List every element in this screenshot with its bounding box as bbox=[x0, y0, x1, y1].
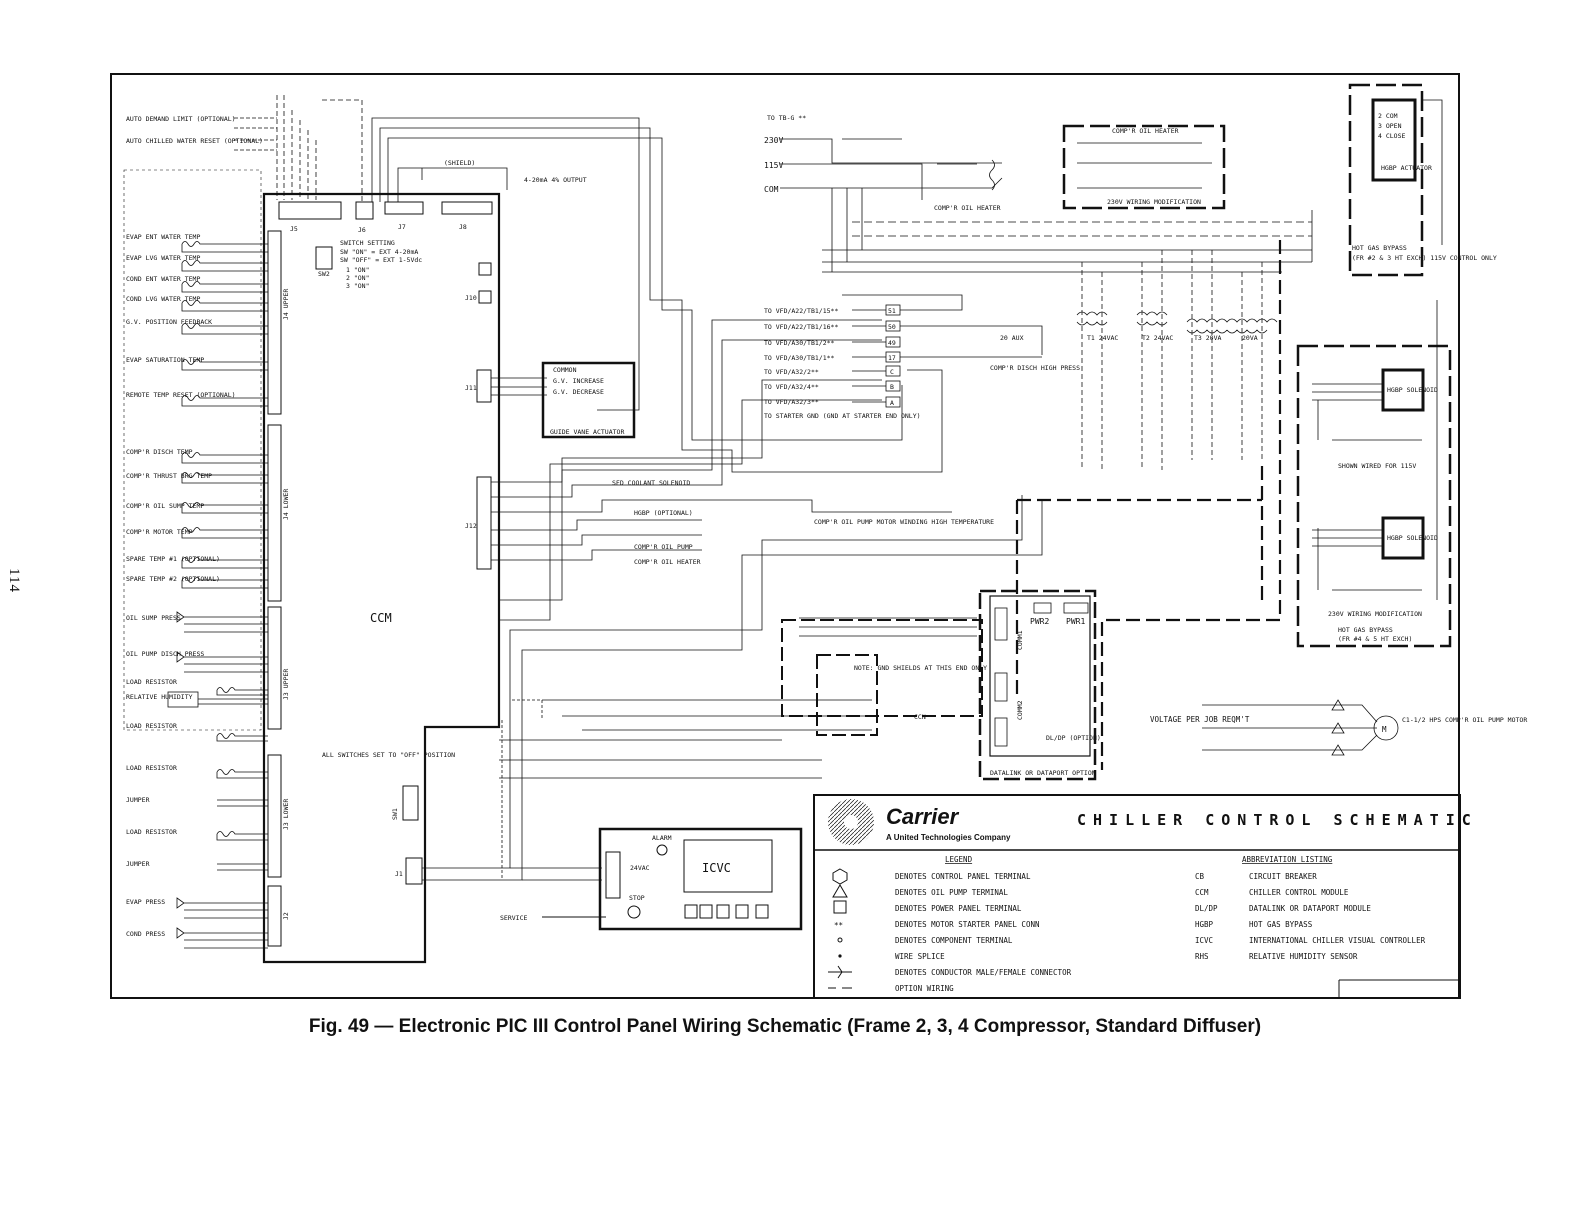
j12-label: J12 bbox=[465, 522, 477, 530]
svg-text:50: 50 bbox=[888, 323, 896, 331]
svg-text:COMP'R OIL PUMP: COMP'R OIL PUMP bbox=[634, 543, 693, 551]
j4-lower-label: J4 LOWER bbox=[282, 488, 290, 520]
svg-text:COM: COM bbox=[764, 185, 779, 194]
svg-text:SW "ON" = EXT 4-20mA: SW "ON" = EXT 4-20mA bbox=[340, 248, 419, 256]
svg-text:TO VFD/A32/2**: TO VFD/A32/2** bbox=[764, 368, 819, 376]
svg-text:20 AUX: 20 AUX bbox=[1000, 334, 1024, 342]
svg-text:DENOTES OIL PUMP TERMINAL: DENOTES OIL PUMP TERMINAL bbox=[895, 888, 1008, 897]
svg-text:115V: 115V bbox=[764, 161, 784, 170]
svg-text:OIL SUMP PRESS: OIL SUMP PRESS bbox=[126, 614, 181, 622]
j3-upper-connector bbox=[268, 607, 281, 729]
double-star-icon: ** bbox=[834, 921, 844, 930]
j2-label: J2 bbox=[282, 912, 290, 920]
svg-text:REMOTE TEMP RESET (OPTIONAL): REMOTE TEMP RESET (OPTIONAL) bbox=[126, 391, 236, 399]
j1-connector bbox=[406, 858, 422, 884]
sw2-label: SW2 bbox=[318, 270, 330, 278]
svg-text:DENOTES CONTROL PANEL TERMINAL: DENOTES CONTROL PANEL TERMINAL bbox=[895, 872, 1031, 881]
svg-text:HGBP (OPTIONAL): HGBP (OPTIONAL) bbox=[634, 509, 693, 517]
sw2-switch bbox=[316, 247, 332, 269]
j5-connector bbox=[279, 202, 341, 219]
svg-text:COMP'R DISCH TEMP: COMP'R DISCH TEMP bbox=[126, 448, 193, 456]
svg-text:(FR #4 & 5 HT EXCH): (FR #4 & 5 HT EXCH) bbox=[1338, 635, 1413, 643]
svg-text:SERVICE: SERVICE bbox=[500, 914, 528, 922]
svg-text:COMM1: COMM1 bbox=[1016, 630, 1024, 650]
switch-setting-label: SWITCH SETTING bbox=[340, 239, 395, 247]
svg-text:C: C bbox=[890, 368, 894, 376]
j4-lower-connector bbox=[268, 425, 281, 601]
square-icon bbox=[834, 901, 846, 913]
small-circle-icon bbox=[838, 938, 842, 942]
svg-text:HOT GAS BYPASS: HOT GAS BYPASS bbox=[1249, 920, 1313, 929]
svg-text:M: M bbox=[1382, 725, 1387, 734]
svg-text:HGBP SOLENOID: HGBP SOLENOID bbox=[1387, 534, 1438, 542]
svg-text:3 "ON": 3 "ON" bbox=[346, 282, 370, 290]
wiring-schematic bbox=[112, 75, 1528, 997]
svg-text:230V WIRING MODIFICATION: 230V WIRING MODIFICATION bbox=[1107, 198, 1201, 206]
icvc-panel bbox=[542, 829, 801, 929]
svg-text:CB: CB bbox=[1195, 872, 1205, 881]
svg-text:OIL PUMP DISCH PRESS: OIL PUMP DISCH PRESS bbox=[126, 650, 205, 658]
svg-text:SW "OFF" = EXT 1-5Vdc: SW "OFF" = EXT 1-5Vdc bbox=[340, 256, 423, 264]
svg-text:COMP'R OIL PUMP MOTOR WINDING: COMP'R OIL PUMP MOTOR WINDING HIGH TEMPERATURE bbox=[814, 518, 995, 526]
svg-text:1 "ON": 1 "ON" bbox=[346, 266, 370, 274]
svg-text:DL/DP (OPTION): DL/DP (OPTION) bbox=[1046, 734, 1101, 742]
svg-text:(FR #2 & 3 HT EXCH) 115V CONTR: (FR #2 & 3 HT EXCH) 115V CONTROL ONLY bbox=[1352, 254, 1497, 262]
svg-text:24VAC: 24VAC bbox=[630, 864, 650, 872]
svg-text:STOP: STOP bbox=[629, 894, 645, 902]
connector-icon bbox=[828, 966, 852, 978]
svg-text:230V: 230V bbox=[764, 136, 784, 145]
svg-text:2 "ON": 2 "ON" bbox=[346, 274, 370, 282]
dot-icon bbox=[838, 954, 841, 957]
svg-text:COND ENT WATER TEMP: COND ENT WATER TEMP bbox=[126, 275, 201, 283]
datalink-title: DATALINK OR DATAPORT OPTION bbox=[990, 769, 1096, 777]
svg-text:B: B bbox=[890, 383, 894, 391]
j6-label: J6 bbox=[358, 226, 366, 234]
svg-text:20VA: 20VA bbox=[1242, 334, 1258, 342]
output-label: 4-20mA 4% OUTPUT bbox=[524, 176, 587, 184]
svg-text:COMM2: COMM2 bbox=[1016, 700, 1024, 720]
j2-connector bbox=[268, 886, 281, 946]
svg-text:INTERNATIONAL CHILLER VISUAL C: INTERNATIONAL CHILLER VISUAL CONTROLLER bbox=[1249, 936, 1426, 945]
svg-text:4 CLOSE: 4 CLOSE bbox=[1378, 132, 1406, 140]
svg-text:RHS: RHS bbox=[1195, 952, 1209, 961]
svg-text:ALARM: ALARM bbox=[652, 834, 672, 842]
j4-upper-label: J4 UPPER bbox=[282, 288, 290, 320]
svg-text:SPARE TEMP #1 (OPTIONAL): SPARE TEMP #1 (OPTIONAL) bbox=[126, 555, 220, 563]
svg-text:TO VFD/A30/TB1/1**: TO VFD/A30/TB1/1** bbox=[764, 354, 835, 362]
svg-text:DATALINK OR DATAPORT MODULE: DATALINK OR DATAPORT MODULE bbox=[1249, 904, 1371, 913]
svg-text:SHOWN WIRED FOR 115V: SHOWN WIRED FOR 115V bbox=[1338, 462, 1417, 470]
svg-text:EVAP PRESS: EVAP PRESS bbox=[126, 898, 166, 906]
svg-text:C1-1/2 HPS COMP'R OIL PUMP MOT: C1-1/2 HPS COMP'R OIL PUMP MOTOR bbox=[1402, 716, 1528, 724]
svg-text:VOLTAGE PER JOB REQM'T: VOLTAGE PER JOB REQM'T bbox=[1150, 715, 1250, 724]
legend-heading: LEGEND bbox=[945, 855, 973, 864]
svg-text:CHILLER CONTROL MODULE: CHILLER CONTROL MODULE bbox=[1249, 888, 1349, 897]
svg-text:TO TB-G **: TO TB-G ** bbox=[767, 114, 807, 122]
j11-label: J11 bbox=[465, 384, 477, 392]
power-section bbox=[780, 85, 1450, 779]
svg-text:DENOTES MOTOR STARTER PANEL CO: DENOTES MOTOR STARTER PANEL CONN bbox=[895, 920, 1040, 929]
j12-connector bbox=[477, 477, 491, 569]
svg-text:COMP'R THRUST BRG TEMP: COMP'R THRUST BRG TEMP bbox=[126, 472, 213, 480]
sw1-label: SW1 bbox=[391, 808, 399, 820]
input-label-chw-reset: AUTO CHILLED WATER RESET (OPTIONAL) bbox=[126, 137, 263, 145]
svg-text:17: 17 bbox=[888, 354, 896, 362]
svg-text:RELATIVE HUMIDITY SENSOR: RELATIVE HUMIDITY SENSOR bbox=[1249, 952, 1358, 961]
carrier-subtitle: A United Technologies Company bbox=[886, 833, 1011, 842]
svg-text:HGBP SOLENOID: HGBP SOLENOID bbox=[1387, 386, 1438, 394]
icvc-label: ICVC bbox=[702, 861, 731, 875]
svg-text:51: 51 bbox=[888, 307, 896, 315]
svg-text:G.V. POSITION FEEDBACK: G.V. POSITION FEEDBACK bbox=[126, 318, 213, 326]
legend bbox=[828, 855, 1072, 993]
svg-text:HGBP: HGBP bbox=[1195, 920, 1214, 929]
svg-text:TO VFD/A32/3**: TO VFD/A32/3** bbox=[764, 398, 819, 406]
svg-text:OPTION WIRING: OPTION WIRING bbox=[895, 984, 954, 993]
j4-upper-connector bbox=[268, 231, 281, 414]
hexagon-icon bbox=[833, 869, 847, 884]
svg-text:T2 24VAC: T2 24VAC bbox=[1142, 334, 1174, 342]
dip-note: ALL SWITCHES SET TO "OFF" POSITION bbox=[322, 751, 456, 759]
svg-text:LOAD RESISTOR: LOAD RESISTOR bbox=[126, 828, 177, 836]
j8-label: J8 bbox=[459, 223, 467, 231]
svg-text:COMP'R DISCH HIGH PRESS: COMP'R DISCH HIGH PRESS bbox=[990, 364, 1081, 372]
svg-text:COMP'R OIL SUMP TEMP: COMP'R OIL SUMP TEMP bbox=[126, 502, 205, 510]
j3-lower-connector bbox=[268, 755, 281, 877]
abbreviation-listing bbox=[1195, 855, 1426, 961]
input-label-demand-limit: AUTO DEMAND LIMIT (OPTIONAL) bbox=[126, 115, 236, 123]
svg-text:LOAD RESISTOR: LOAD RESISTOR bbox=[126, 764, 177, 772]
svg-text:G.V. INCREASE: G.V. INCREASE bbox=[553, 377, 604, 385]
svg-text:EVAP LVG WATER TEMP: EVAP LVG WATER TEMP bbox=[126, 254, 201, 262]
svg-text:HOT GAS BYPASS: HOT GAS BYPASS bbox=[1352, 244, 1407, 252]
svg-text:2 COM: 2 COM bbox=[1378, 112, 1398, 120]
j11-connector bbox=[477, 370, 491, 402]
svg-text:ICVC: ICVC bbox=[1195, 936, 1214, 945]
ccm-label: CCM bbox=[370, 611, 392, 625]
schematic-title: CHILLER CONTROL SCHEMATIC bbox=[1077, 811, 1478, 829]
page-number: 114 bbox=[6, 568, 22, 593]
main-wires bbox=[372, 118, 1042, 880]
guide-vane-box bbox=[543, 363, 634, 437]
svg-text:PWR2: PWR2 bbox=[1030, 617, 1050, 626]
svg-text:TO VFD/A32/4**: TO VFD/A32/4** bbox=[764, 383, 819, 391]
oil-pump-motor bbox=[1202, 700, 1398, 755]
svg-text:TO STARTER GND (GND AT STARTER: TO STARTER GND (GND AT STARTER END ONLY) bbox=[764, 412, 921, 420]
svg-text:G.V. DECREASE: G.V. DECREASE bbox=[553, 388, 604, 396]
svg-text:COND LVG WATER TEMP: COND LVG WATER TEMP bbox=[126, 295, 201, 303]
j1-label: J1 bbox=[395, 870, 403, 878]
ccm-board bbox=[264, 194, 499, 962]
abbr-heading: ABBREVIATION LISTING bbox=[1242, 855, 1333, 864]
svg-text:RELATIVE HUMIDITY: RELATIVE HUMIDITY bbox=[126, 693, 193, 701]
svg-text:DL/DP: DL/DP bbox=[1195, 904, 1218, 913]
svg-text:NOTE: GND SHIELDS AT THIS END: NOTE: GND SHIELDS AT THIS END ONLY bbox=[854, 664, 988, 672]
svg-text:3 OPEN: 3 OPEN bbox=[1378, 122, 1402, 130]
schematic-frame bbox=[110, 73, 1528, 999]
heater-label: COMP'R OIL HEATER bbox=[934, 204, 1001, 212]
svg-text:CCM: CCM bbox=[1195, 888, 1209, 897]
svg-text:LOAD RESISTOR: LOAD RESISTOR bbox=[126, 722, 177, 730]
svg-text:EVAP ENT WATER TEMP: EVAP ENT WATER TEMP bbox=[126, 233, 201, 241]
svg-text:LOAD RESISTOR: LOAD RESISTOR bbox=[126, 678, 177, 686]
svg-text:TO VFD/A30/TB1/2**: TO VFD/A30/TB1/2** bbox=[764, 339, 835, 347]
svg-text:EVAP SATURATION TEMP: EVAP SATURATION TEMP bbox=[126, 356, 205, 364]
guide-vane-title: GUIDE VANE ACTUATOR bbox=[550, 428, 625, 436]
svg-text:DENOTES COMPONENT TERMINAL: DENOTES COMPONENT TERMINAL bbox=[895, 936, 1013, 945]
figure-caption: Fig. 49 — Electronic PIC III Control Panel Wiring Schematic (Frame 2, 3, 4 Compressor, Standard Diffuser) bbox=[308, 1016, 1262, 1037]
svg-text:COMP'R OIL HEATER: COMP'R OIL HEATER bbox=[634, 558, 701, 566]
wiring-mod-230-box bbox=[1064, 126, 1224, 208]
j7-label: J7 bbox=[398, 223, 406, 231]
left-input-wiring bbox=[124, 95, 362, 948]
svg-text:WIRE SPLICE: WIRE SPLICE bbox=[895, 952, 945, 961]
svg-text:(SHIELD): (SHIELD) bbox=[444, 159, 476, 167]
svg-text:SFD COOLANT SOLENOID: SFD COOLANT SOLENOID bbox=[612, 479, 691, 487]
svg-text:TO VFD/A22/TB1/15**: TO VFD/A22/TB1/15** bbox=[764, 307, 839, 315]
svg-text:COMMON: COMMON bbox=[553, 366, 577, 374]
j6-connector bbox=[356, 202, 373, 219]
svg-text:CIRCUIT BREAKER: CIRCUIT BREAKER bbox=[1249, 872, 1317, 881]
svg-text:HOT GAS BYPASS: HOT GAS BYPASS bbox=[1338, 626, 1393, 634]
carrier-brand: Carrier bbox=[886, 804, 959, 829]
svg-text:HGBP ACTUATOR: HGBP ACTUATOR bbox=[1381, 164, 1432, 172]
svg-text:A: A bbox=[890, 399, 894, 407]
triangle-icon bbox=[833, 885, 847, 897]
sw1-dip bbox=[403, 786, 418, 820]
svg-text:PWR1: PWR1 bbox=[1066, 617, 1086, 626]
j10-label: J10 bbox=[465, 294, 477, 302]
j7-connector bbox=[385, 202, 423, 214]
svg-text:49: 49 bbox=[888, 339, 896, 347]
svg-text:JUMPER: JUMPER bbox=[126, 796, 150, 804]
svg-text:DENOTES POWER PANEL TERMINAL: DENOTES POWER PANEL TERMINAL bbox=[895, 904, 1022, 913]
svg-text:TO VFD/A22/TB1/16**: TO VFD/A22/TB1/16** bbox=[764, 323, 839, 331]
j3-upper-label: J3 UPPER bbox=[282, 668, 290, 700]
svg-text:DENOTES CONDUCTOR MALE/FEMALE: DENOTES CONDUCTOR MALE/FEMALE CONNECTOR bbox=[895, 968, 1072, 977]
svg-text:T1 24VAC: T1 24VAC bbox=[1087, 334, 1119, 342]
svg-text:T3 20VA: T3 20VA bbox=[1194, 334, 1222, 342]
svg-text:COMP'R OIL HEATER: COMP'R OIL HEATER bbox=[1112, 127, 1179, 135]
svg-text:230V WIRING MODIFICATION: 230V WIRING MODIFICATION bbox=[1328, 610, 1422, 618]
svg-text:SPARE TEMP #2 (OPTIONAL): SPARE TEMP #2 (OPTIONAL) bbox=[126, 575, 220, 583]
svg-text:COND PRESS: COND PRESS bbox=[126, 930, 166, 938]
svg-text:JUMPER: JUMPER bbox=[126, 860, 150, 868]
svg-text:CCN: CCN bbox=[914, 713, 926, 721]
j5-label: J5 bbox=[290, 225, 298, 233]
j3-lower-label: J3 LOWER bbox=[282, 798, 290, 830]
j8-connector bbox=[442, 202, 492, 214]
svg-text:COMP'R MOTOR TEMP: COMP'R MOTOR TEMP bbox=[126, 528, 193, 536]
